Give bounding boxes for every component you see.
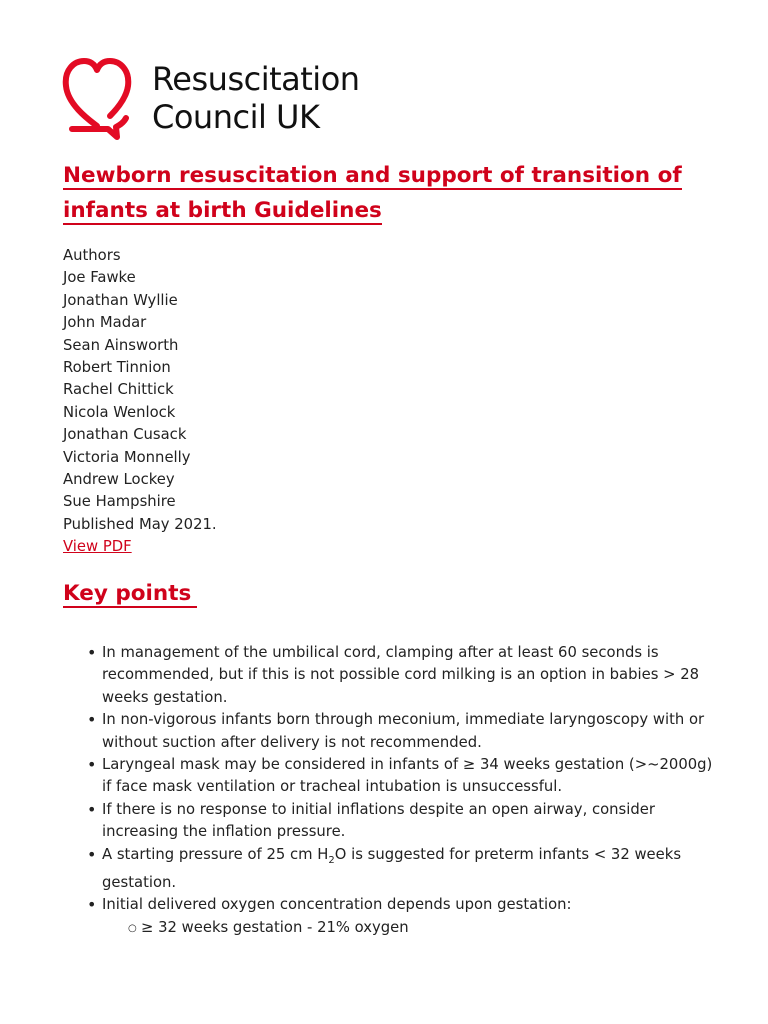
key-point-text: A starting pressure of 25 cm H [102, 845, 329, 863]
logo-line-2: Council UK [152, 98, 320, 136]
author-name: Victoria Monnelly [63, 448, 191, 466]
sub-points-list [102, 917, 713, 939]
key-point-item [63, 894, 713, 939]
subscript-2: 2 [328, 854, 335, 866]
author-name: Robert Tinnion [63, 359, 171, 377]
rcuk-logo [62, 56, 422, 144]
author-name: Jonathan Cusack [63, 426, 187, 444]
page-title [63, 158, 713, 228]
heart-logo-icon [62, 56, 134, 140]
author-name: Nicola Wenlock [63, 403, 176, 421]
sub-point-item: ○ ≥ 32 weeks gestation - 21% oxygen [102, 917, 713, 939]
logo-wordmark [152, 60, 360, 136]
view-pdf-item [63, 536, 217, 558]
key-point-text: O is suggested for preterm infants < 32 weeks gestation. [102, 845, 682, 892]
author-name: Rachel Chittick [63, 381, 174, 399]
authors-heading: Authors [63, 247, 121, 264]
author-name: Jonathan Wyllie [63, 291, 178, 309]
key-points-list [63, 642, 713, 939]
key-points-heading-text: Key points [63, 581, 197, 608]
key-point-item: • In non-vigorous infants born through meconium, immediate laryngoscopy with or without suction after delivery is not recommended. [63, 709, 713, 754]
author-name: Joe Fawke [63, 269, 136, 287]
author-name: Andrew Lockey [63, 471, 175, 489]
published-date: Published May 2021. [63, 515, 217, 533]
key-point-item: • In management of the umbilical cord, clamping after at least 60 seconds is recommended, but if this is not possible cord milking is an option in babies > 28 weeks gestation. [63, 642, 713, 709]
logo-line-1: Resuscitation [152, 60, 360, 98]
author-name: Sean Ainsworth [63, 336, 179, 354]
page-title-text: Newborn resuscitation and support of transition of infants at birth Guidelines [63, 163, 682, 223]
key-point-item [63, 844, 713, 895]
key-point-item: • If there is no response to initial inflations despite an open airway, consider increasing the inflation pressure. [63, 799, 713, 844]
view-pdf-link[interactable]: View PDF [63, 538, 132, 556]
key-point-text: Initial delivered oxygen concentration depends upon gestation: [102, 896, 572, 914]
author-name: John Madar [63, 314, 147, 332]
author-name: Sue Hampshire [63, 493, 176, 511]
key-point-item: • Laryngeal mask may be considered in infants of ≥ 34 weeks gestation (>~2000g) if face mask ventilation or tracheal intubation is unsuccessful. [63, 754, 713, 799]
authors-list [63, 245, 217, 559]
key-points-heading [63, 578, 197, 610]
